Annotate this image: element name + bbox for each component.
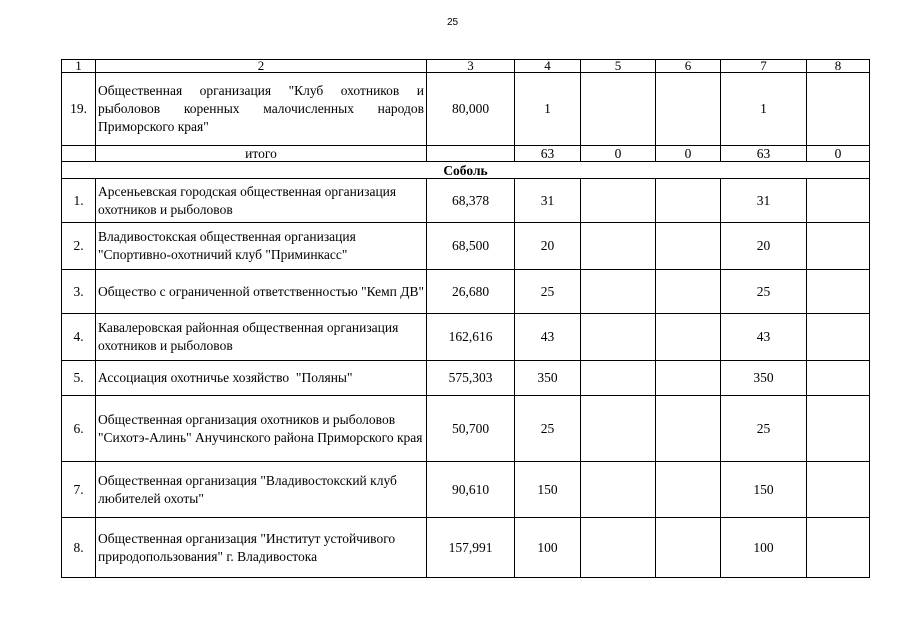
total-c7: 63: [721, 146, 807, 162]
quota-value: 100: [515, 518, 581, 578]
cell-c5: [581, 270, 656, 314]
cell-c6: [656, 179, 721, 223]
cell-c5: [581, 518, 656, 578]
quota-value: 350: [515, 361, 581, 396]
cell-c8: [807, 396, 870, 462]
organization-name: Общественная организация охотников и рыболовов "Сихотэ-Алинь" Анучинского района Приморского края: [96, 396, 427, 462]
area-value: 157,991: [427, 518, 515, 578]
row-number: 6.: [62, 396, 96, 462]
table-row: [62, 462, 870, 518]
cell-c6: [656, 462, 721, 518]
cell-c5: [581, 361, 656, 396]
cell-c8: [807, 179, 870, 223]
cell-c7: 1: [721, 73, 807, 146]
quota-value: 31: [515, 179, 581, 223]
cell-c6: [656, 73, 721, 146]
section-title: Соболь: [62, 162, 870, 179]
row-number: 7.: [62, 462, 96, 518]
cell-c8: [807, 223, 870, 270]
cell-c8: [807, 73, 870, 146]
row-number: 19.: [62, 73, 96, 146]
cell-c7: 25: [721, 396, 807, 462]
cell-c6: [656, 361, 721, 396]
total-label: итого: [96, 146, 427, 162]
column-number-header: [62, 60, 870, 73]
cell-c7: 100: [721, 518, 807, 578]
cell-c5: [581, 396, 656, 462]
page-number: 25: [446, 17, 459, 28]
header-cell: 5: [581, 60, 656, 73]
area-value: 80,000: [427, 73, 515, 146]
header-cell: 2: [96, 60, 427, 73]
table-row: [62, 270, 870, 314]
area-value: 575,303: [427, 361, 515, 396]
organization-name: Общественная организация "Владивостокский клуб любителей охоты": [96, 462, 427, 518]
area-value: 162,616: [427, 314, 515, 361]
total-c4: 63: [515, 146, 581, 162]
empty-cell: [62, 146, 96, 162]
table-row: [62, 73, 870, 146]
organization-name: Владивостокская общественная организация "Спортивно-охотничий клуб "Приминкасс": [96, 223, 427, 270]
cell-c5: [581, 73, 656, 146]
cell-c6: [656, 396, 721, 462]
total-c5: 0: [581, 146, 656, 162]
header-cell: 7: [721, 60, 807, 73]
cell-c8: [807, 270, 870, 314]
cell-c6: [656, 270, 721, 314]
section-row: [62, 162, 870, 179]
table-row: [62, 396, 870, 462]
cell-c6: [656, 314, 721, 361]
header-cell: 8: [807, 60, 870, 73]
total-c6: 0: [656, 146, 721, 162]
area-value: 68,500: [427, 223, 515, 270]
cell-c7: 31: [721, 179, 807, 223]
organization-name: Арсеньевская городская общественная организация охотников и рыболовов: [96, 179, 427, 223]
cell-c5: [581, 179, 656, 223]
header-cell: 4: [515, 60, 581, 73]
header-cell: 1: [62, 60, 96, 73]
header-cell: 6: [656, 60, 721, 73]
empty-cell: [427, 146, 515, 162]
total-c8: 0: [807, 146, 870, 162]
cell-c7: 150: [721, 462, 807, 518]
area-value: 68,378: [427, 179, 515, 223]
cell-c7: 20: [721, 223, 807, 270]
quota-value: 150: [515, 462, 581, 518]
quota-value: 43: [515, 314, 581, 361]
cell-c5: [581, 223, 656, 270]
table-row: [62, 361, 870, 396]
cell-c7: 350: [721, 361, 807, 396]
row-number: 8.: [62, 518, 96, 578]
table-row: [62, 518, 870, 578]
organization-name: Общественная организация "Институт устойчивого природопользования" г. Владивостока: [96, 518, 427, 578]
row-number: 1.: [62, 179, 96, 223]
area-value: 90,610: [427, 462, 515, 518]
table-row: [62, 223, 870, 270]
organization-name: Ассоциация охотничье хозяйство "Поляны": [96, 361, 427, 396]
cell-c8: [807, 518, 870, 578]
organization-name: Общественная организация "Клуб охотников и рыболовов коренных малочисленных народов Приморского края": [96, 73, 427, 146]
quota-value: 1: [515, 73, 581, 146]
cell-c6: [656, 223, 721, 270]
area-value: 26,680: [427, 270, 515, 314]
row-number: 4.: [62, 314, 96, 361]
cell-c8: [807, 361, 870, 396]
hunting-quota-table: [61, 59, 870, 578]
cell-c7: 25: [721, 270, 807, 314]
row-number: 2.: [62, 223, 96, 270]
cell-c8: [807, 314, 870, 361]
organization-name: Общество с ограниченной ответственностью "Кемп ДВ": [96, 270, 427, 314]
row-number: 3.: [62, 270, 96, 314]
cell-c8: [807, 462, 870, 518]
cell-c5: [581, 462, 656, 518]
quota-value: 25: [515, 396, 581, 462]
table-row: [62, 314, 870, 361]
cell-c5: [581, 314, 656, 361]
area-value: 50,700: [427, 396, 515, 462]
header-cell: 3: [427, 60, 515, 73]
cell-c7: 43: [721, 314, 807, 361]
organization-name: Кавалеровская районная общественная организация охотников и рыболовов: [96, 314, 427, 361]
quota-value: 25: [515, 270, 581, 314]
cell-c6: [656, 518, 721, 578]
row-number: 5.: [62, 361, 96, 396]
table-row: [62, 179, 870, 223]
total-row: [62, 146, 870, 162]
quota-value: 20: [515, 223, 581, 270]
